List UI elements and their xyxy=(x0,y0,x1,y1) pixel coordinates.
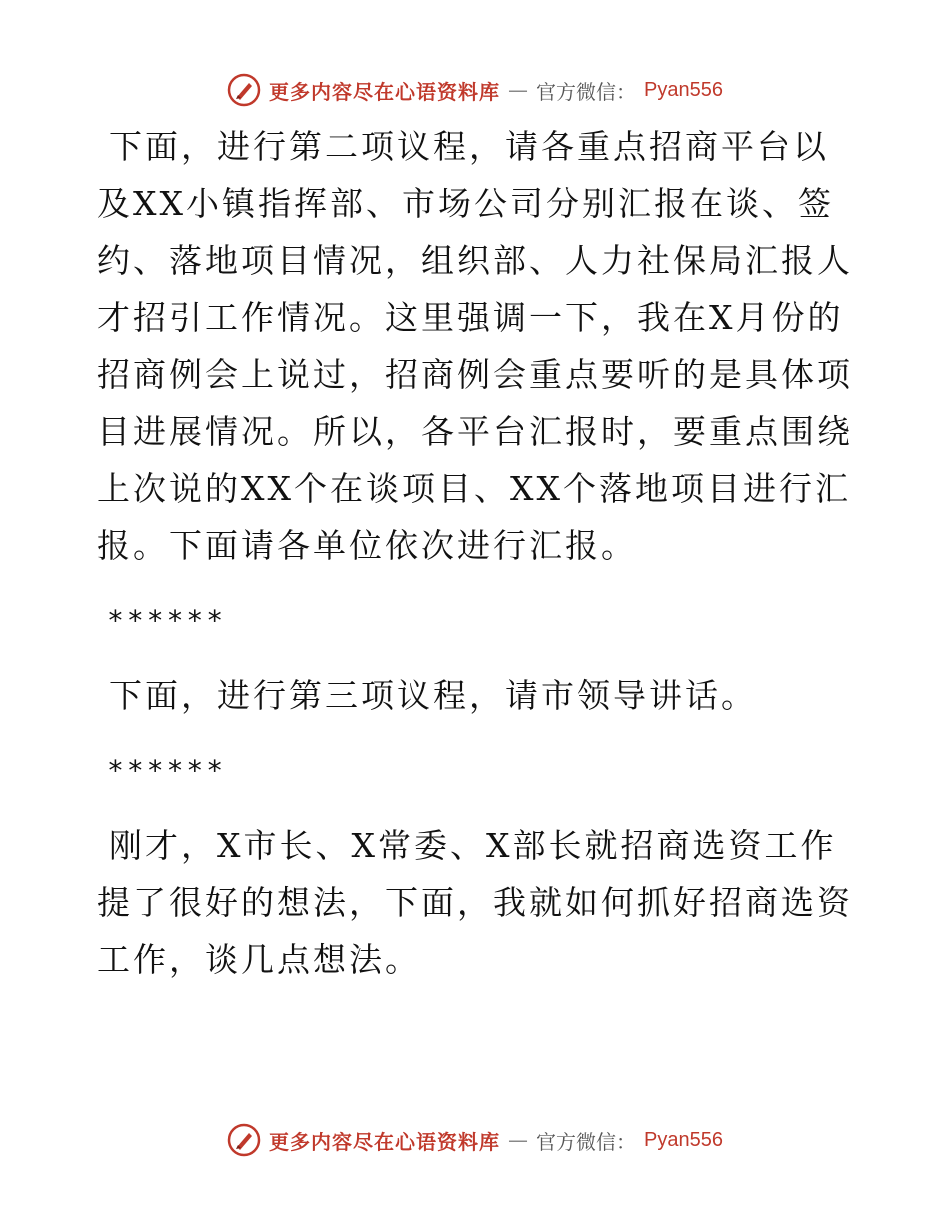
paragraph-remarks-text: 刚才，X市长、X常委、X部长就招商选资工作提了很好的想法，下面，我就如何抓好招商选资工作，谈几点想法。 xyxy=(97,826,853,979)
pen-logo-icon xyxy=(227,1123,261,1157)
paragraph-agenda-three xyxy=(97,667,862,724)
paragraph-agenda-two xyxy=(97,118,862,574)
watermark-official: 官方微信： xyxy=(536,79,637,104)
watermark-account: Pyan556 xyxy=(644,78,723,101)
document-body xyxy=(97,118,862,988)
separator-2: ****** xyxy=(107,754,227,787)
paragraph-agenda-three-text: 下面，进行第三项议程，请市领导讲话。 xyxy=(109,676,757,715)
watermark-official: 官方微信： xyxy=(536,1129,637,1154)
watermark-text: 更多内容尽在心语资料库 xyxy=(269,1129,501,1154)
pen-logo-icon xyxy=(227,73,261,107)
footer-watermark xyxy=(0,1120,950,1160)
watermark-dash: — xyxy=(508,1128,529,1152)
paragraph-agenda-two-text: 下面，进行第二项议程，请各重点招商平台以及XX小镇指挥部、市场公司分别汇报在谈、签约、落地项目情况，组织部、人力社保局汇报人才招引工作情况。这里强调一下，我在X月份的招商例会上说过，招商例会重点要听的是具体项目进展情况。所以，各平台汇报时，要重点围绕上次说的XX个在谈项目、XX个落地项目进行汇报。下面请各单位依次进行汇报。 xyxy=(97,127,853,565)
paragraph-remarks xyxy=(97,817,862,988)
watermark-account: Pyan556 xyxy=(644,1128,723,1151)
header-watermark xyxy=(0,70,950,110)
separator-1: ****** xyxy=(107,604,227,637)
watermark-dash: — xyxy=(508,78,529,102)
watermark-text: 更多内容尽在心语资料库 xyxy=(269,79,501,104)
